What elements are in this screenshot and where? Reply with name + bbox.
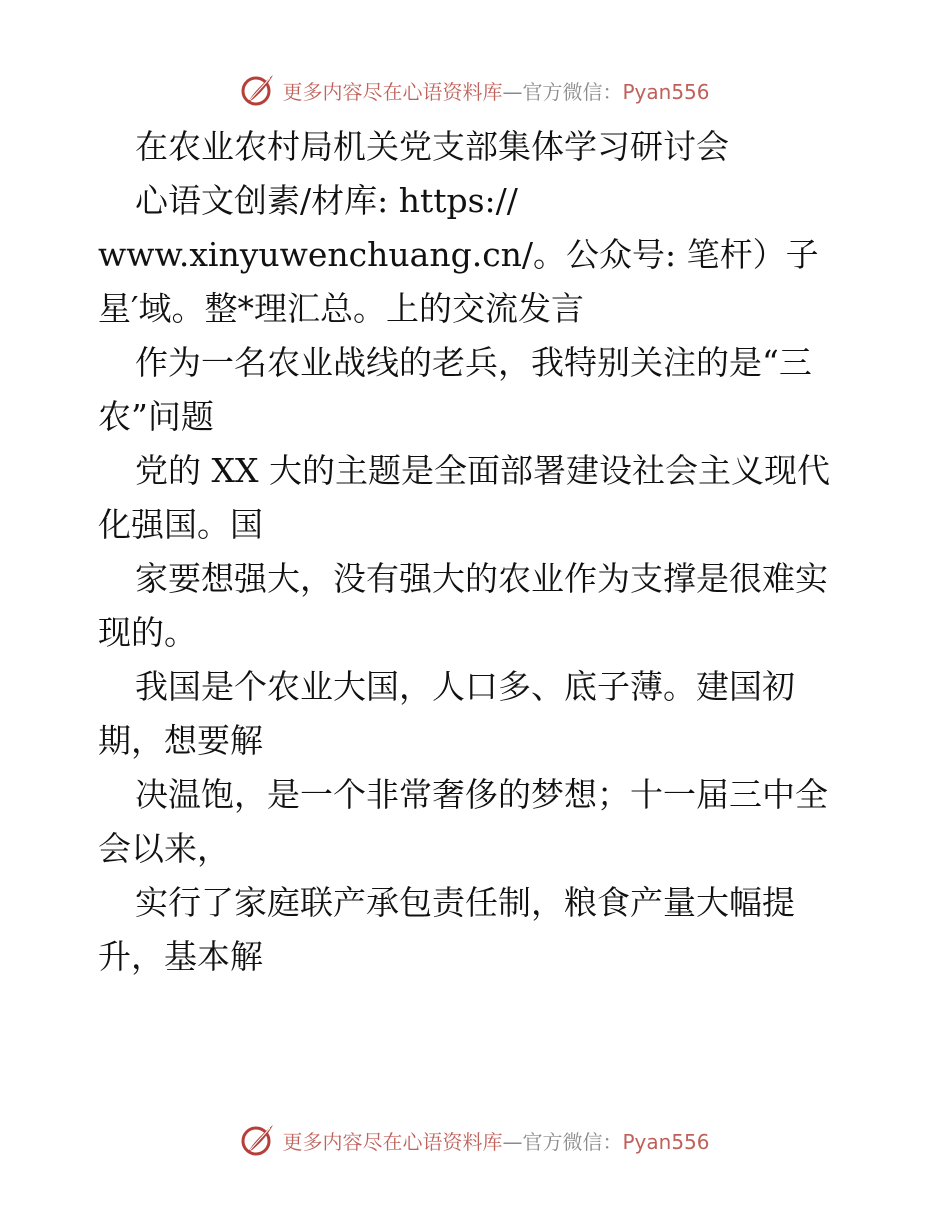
text-line: 在农业农村局机关党支部集体学习研讨会 (135, 127, 729, 166)
text-line: 星′域。整*理汇总。上的交流发言 (98, 289, 584, 328)
text-line: 实行了家庭联产承包责任制，粮食产量大幅提 (135, 883, 795, 922)
text-line: 农”问题 (98, 397, 214, 436)
quill-pen-circle-icon (240, 1122, 276, 1158)
wechat-id: Pyan556 (622, 79, 710, 104)
text-line: 心语文创素/材库: https:// (135, 181, 518, 220)
header-banner (0, 70, 950, 110)
text-line: 家要想强大，没有强大的农业作为支撑是很难实 (135, 559, 828, 598)
text-line: 决温饱，是一个非常奢侈的梦想；十一届三中全 (135, 775, 828, 814)
text-line: 期，想要解 (98, 721, 263, 760)
document-body (98, 120, 858, 984)
wechat-id: Pyan556 (622, 1129, 710, 1154)
footer-banner (0, 1120, 950, 1160)
text-line: 我国是个农业大国，人口多、底子薄。建国初 (135, 667, 795, 706)
text-line: 党的 XX 大的主题是全面部署建设社会主义现代 (135, 451, 830, 490)
quill-pen-circle-icon (240, 72, 276, 108)
text-line: 会以来， (98, 829, 230, 868)
text-line: 作为一名农业战线的老兵，我特别关注的是“三 (135, 343, 812, 382)
text-line: 现的。 (98, 613, 197, 652)
text-line: www.xinyuwenchuang.cn/。公众号: 笔杆）子 (98, 235, 819, 274)
text-line: 升，基本解 (98, 937, 263, 976)
header-banner-text: 更多内容尽在心语资料库—官方微信：Pyan556 (282, 79, 710, 104)
footer-banner-text: 更多内容尽在心语资料库—官方微信：Pyan556 (282, 1129, 710, 1154)
text-line: 化强国。国 (98, 505, 263, 544)
